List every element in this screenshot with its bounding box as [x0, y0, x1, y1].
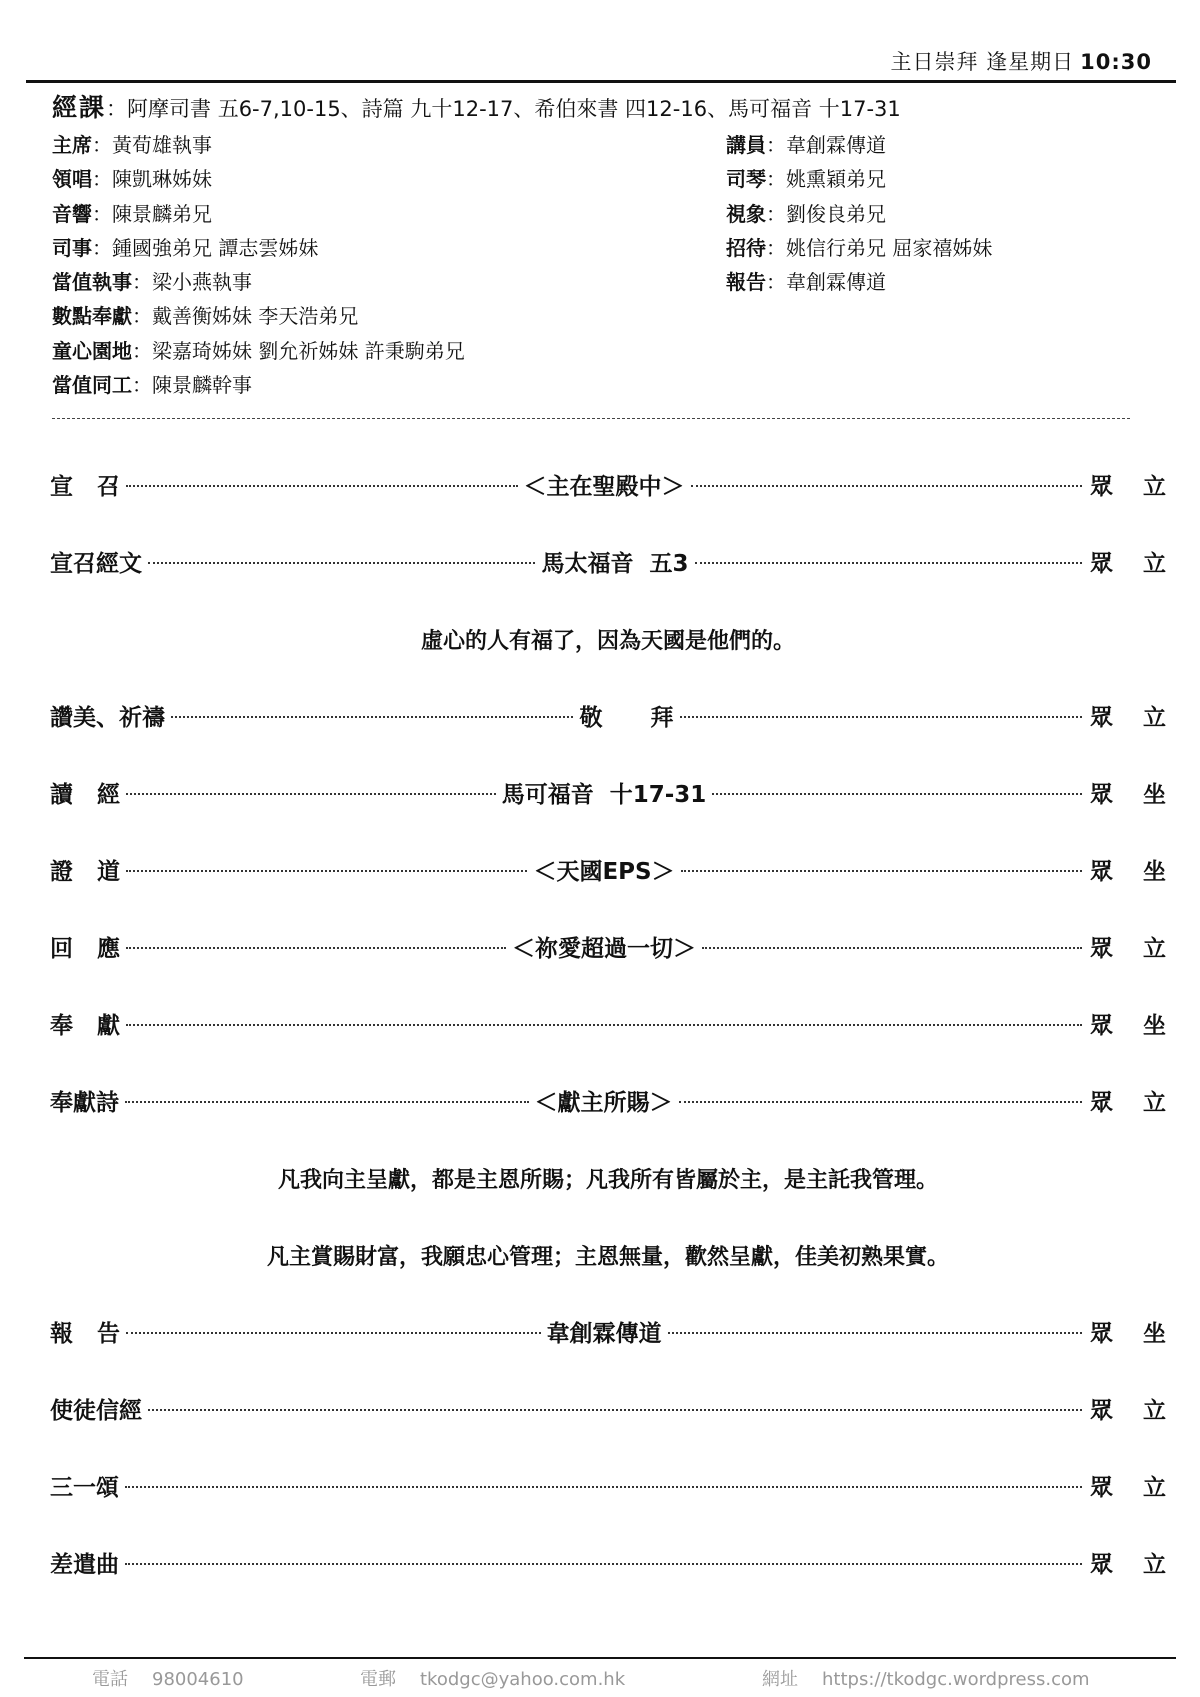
item-detail: ＜獻主所賜＞: [534, 1090, 673, 1116]
website-url: https://tkodgc.wordpress.com: [822, 1669, 1090, 1690]
item-posture: 眾立: [1090, 705, 1197, 731]
item-posture: 眾立: [1090, 936, 1196, 962]
item-posture: 眾立: [1090, 1398, 1196, 1424]
staff-role: 招待: [726, 235, 766, 260]
offering-verse-2: 凡主賞賜財富，我願忠心管理；主恩無量，歡然呈獻，佳美初熟果實。: [266, 1245, 949, 1270]
order-item-response: [50, 932, 1196, 966]
staff-sep: ：: [132, 270, 152, 295]
item-name: 差遣曲: [50, 1552, 119, 1578]
dot-leader: [126, 1332, 540, 1334]
staff-names: 陳凱琳姊妹: [112, 167, 212, 192]
item-posture: 眾坐: [1090, 782, 1197, 808]
staff-sep: ：: [92, 201, 112, 226]
staff-role: 報告: [726, 270, 766, 295]
item-name: 回 應: [50, 936, 121, 962]
staff-row: [52, 197, 465, 231]
staff-role: 主席: [52, 133, 92, 157]
phone-label: 電話: [92, 1669, 128, 1690]
staff-role: 司事: [52, 235, 92, 260]
item-name: 奉獻詩: [50, 1090, 119, 1116]
staff-row: [52, 299, 465, 333]
footer-website: [762, 1665, 1090, 1691]
order-item-call-to-worship: [50, 470, 1196, 504]
scripture-readings: [52, 88, 901, 124]
item-posture: 眾立: [1090, 551, 1196, 577]
email-label: 電郵: [360, 1669, 396, 1690]
item-posture: 眾立: [1090, 474, 1196, 500]
order-item-apostles-creed: [50, 1394, 1196, 1428]
item-detail: ＜祢愛超過一切＞: [512, 936, 697, 962]
staff-row: [52, 334, 465, 368]
service-title-text: 主日崇拜 逢星期日: [890, 50, 1075, 74]
staff-role: 當值同工: [52, 373, 132, 398]
item-posture: 眾立: [1090, 1475, 1196, 1501]
order-item-scripture-reading: [50, 778, 1197, 812]
staff-names: 戴善衡姊妹 李天浩弟兄: [152, 304, 359, 329]
staff-names: 黃荀雄執事: [112, 133, 212, 157]
staff-row: [52, 162, 465, 196]
dot-leader: [148, 562, 535, 564]
staff-role: 童心園地: [52, 338, 132, 363]
phone-number: 98004610: [152, 1669, 244, 1690]
staff-role: 數點奉獻: [52, 304, 132, 329]
footer-phone: [92, 1665, 244, 1691]
dot-leader: [148, 1409, 1082, 1411]
staff-sep: ：: [92, 133, 112, 157]
item-detail: 馬可福音 十17-31: [501, 782, 707, 808]
item-name: 報 告: [50, 1321, 121, 1347]
staff-row: [726, 265, 992, 299]
order-item-praise-prayer: [50, 701, 1197, 735]
dot-leader: [712, 793, 1082, 795]
staff-role: 當值執事: [52, 270, 132, 295]
order-item-offering-hymn: [50, 1086, 1196, 1120]
call-verse: 虛心的人有福了，因為天國是他們的。: [420, 629, 795, 654]
dot-leader: [702, 947, 1082, 949]
section-divider: [52, 418, 1130, 419]
staff-names: 姚信行弟兄 屈家禧姊妹: [786, 235, 993, 260]
item-name: 三一頌: [50, 1475, 119, 1501]
staff-names: 陳景麟弟兄: [112, 201, 212, 226]
dot-leader: [125, 1101, 529, 1103]
staff-sep: ：: [132, 373, 152, 398]
staff-names: 韋創霖傳道: [786, 133, 886, 157]
staff-row: [52, 128, 465, 162]
dot-leader: [125, 1563, 1082, 1565]
dot-leader: [680, 716, 1082, 718]
staff-row: [726, 162, 992, 196]
item-detail: ＜主在聖殿中＞: [523, 474, 685, 500]
item-name: 讀 經: [50, 782, 121, 808]
staff-row: [726, 128, 992, 162]
staff-sep: ：: [766, 270, 786, 295]
item-posture: 眾立: [1090, 1090, 1196, 1116]
order-item-offering: [50, 1009, 1196, 1043]
order-item-doxology: [50, 1471, 1196, 1505]
staff-role: 領唱: [52, 167, 92, 192]
item-name: 宣召經文: [50, 551, 142, 577]
staff-row: [726, 231, 992, 265]
scripture-text: 阿摩司書 五6-7,10-15、詩篇 九十12-17、希伯來書 四12-16、馬可福音 十17-31: [127, 97, 901, 121]
email-address: tkodgc@yahoo.com.hk: [420, 1669, 626, 1690]
order-item-sending-hymn: [50, 1548, 1196, 1582]
item-posture: 眾坐: [1090, 859, 1197, 885]
staff-list-right: [726, 128, 992, 299]
scripture-label: 經課: [52, 93, 107, 122]
staff-names: 鍾國強弟兄 譚志雲姊妹: [112, 235, 319, 260]
order-item-call-scripture: [50, 547, 1196, 581]
staff-sep: ：: [766, 167, 786, 192]
dot-leader: [681, 870, 1082, 872]
staff-row: [726, 197, 992, 231]
item-name: 奉 獻: [50, 1013, 121, 1039]
item-detail: 韋創霖傳道: [546, 1321, 662, 1347]
item-name: 宣 召: [50, 474, 121, 500]
offering-verse-1: 凡我向主呈獻，都是主恩所賜；凡我所有皆屬於主，是主託我管理。: [277, 1168, 938, 1193]
bottom-divider: [24, 1657, 1176, 1659]
staff-names: 梁嘉琦姊妹 劉允祈姊妹 許秉駒弟兄: [152, 338, 465, 363]
staff-role: 講員: [726, 133, 766, 157]
dot-leader: [126, 793, 496, 795]
item-posture: 眾立: [1090, 1552, 1196, 1578]
staff-sep: ：: [766, 201, 786, 226]
dot-leader: [171, 716, 573, 718]
staff-role: 視象: [726, 201, 766, 226]
staff-sep: ：: [766, 235, 786, 260]
staff-row: [52, 368, 465, 402]
staff-role: 音響: [52, 201, 92, 226]
service-time: 10:30: [1080, 50, 1152, 74]
staff-names: 陳景麟幹事: [152, 373, 252, 398]
staff-sep: ：: [766, 133, 786, 157]
staff-names: 劉俊良弟兄: [786, 201, 886, 226]
scripture-colon: ：: [106, 97, 128, 121]
staff-sep: ：: [92, 235, 112, 260]
staff-role: 司琴: [726, 167, 766, 192]
dot-leader: [691, 485, 1082, 487]
dot-leader: [126, 1024, 1082, 1026]
staff-names: 梁小燕執事: [152, 270, 252, 295]
dot-leader: [679, 1101, 1083, 1103]
dot-leader: [125, 1486, 1082, 1488]
staff-list-left: [52, 128, 465, 402]
dot-leader: [126, 870, 527, 872]
dot-leader: [668, 1332, 1082, 1334]
item-detail: 馬太福音 五3: [541, 551, 689, 577]
dot-leader: [695, 562, 1082, 564]
staff-row: [52, 231, 465, 265]
staff-sep: ：: [92, 167, 112, 192]
staff-row: [52, 265, 465, 299]
top-divider: [26, 80, 1176, 83]
order-item-announcements: [50, 1317, 1196, 1351]
footer-email: [360, 1665, 625, 1691]
service-title: [890, 46, 1152, 76]
item-name: 使徒信經: [50, 1398, 142, 1424]
staff-sep: ：: [132, 304, 152, 329]
item-detail: 敬 拜: [579, 705, 674, 731]
website-label: 網址: [762, 1669, 798, 1690]
staff-names: 韋創霖傳道: [786, 270, 886, 295]
staff-sep: ：: [132, 338, 152, 363]
item-name: 證 道: [50, 859, 121, 885]
dot-leader: [126, 947, 506, 949]
item-posture: 眾坐: [1090, 1321, 1196, 1347]
order-item-sermon: [50, 855, 1197, 889]
item-detail: ＜天國EPS＞: [533, 859, 675, 885]
item-posture: 眾坐: [1090, 1013, 1196, 1039]
item-name: 讚美、祈禱: [50, 705, 165, 731]
staff-names: 姚熏穎弟兄: [786, 167, 886, 192]
dot-leader: [126, 485, 517, 487]
